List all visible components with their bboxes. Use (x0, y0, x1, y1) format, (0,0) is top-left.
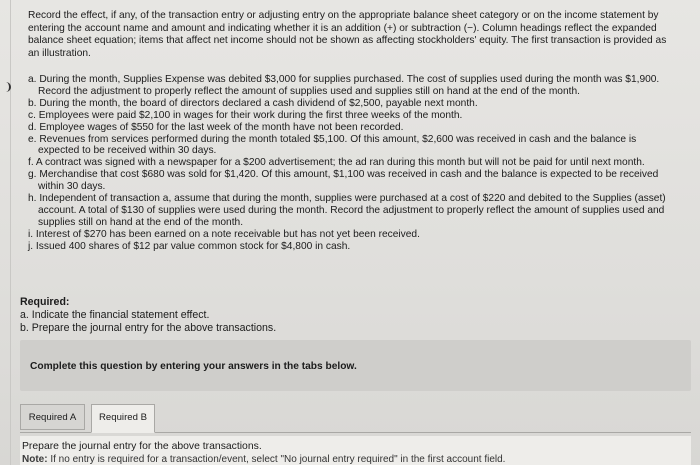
required-heading: Required: (20, 296, 70, 308)
banner-text: Complete this question by entering your answers in the tabs below. (30, 361, 357, 372)
transaction-item-a: a. During the month, Supplies Expense was debited $3,000 for supplies purchased. The cost of supplies used during the month was $1,900. Record the adjustment to properly reflect the amount of supplies used and supplies still on hand at the end of the month. (28, 74, 660, 97)
tab-required-b[interactable]: Required B (91, 404, 155, 433)
note-text: If no entry is required for a transaction/event, select "No journal entry required" in the first account field. (50, 454, 506, 464)
transaction-item-b: b. During the month, the board of directors declared a cash dividend of $2,500, payable next month. (28, 97, 478, 109)
required-section (20, 296, 660, 335)
note-label: Note: (22, 454, 48, 464)
transaction-item-e: e. Revenues from services performed during the month totaled $5,100. Of this amount, $2,600 was received in cash and the balance is expected to be received within 30 days. (28, 133, 637, 157)
required-item-b: b. Prepare the journal entry for the above transactions. (20, 322, 277, 334)
transaction-item-g: g. Merchandise that cost $680 was sold for $1,420. Of this amount, $1,100 was received in cash and the balance is expected to be received within 30 days. (28, 169, 659, 193)
transaction-item-c: c. Employees were paid $2,100 in wages for their work during the first three weeks of the month. (28, 109, 463, 121)
tab-note (22, 454, 505, 464)
tab-bar (20, 404, 691, 433)
bracket-icon (0, 82, 11, 92)
tab-content (20, 436, 691, 465)
transaction-item-h: h. Independent of transaction a, assume that during the month, supplies were purchased at a cost of $220 and debited to the Supplies (asset) account. A total of $130 of supplies were used during the month. Record the adjustment to properly reflect the amount of supplies used and supplies still on hand at the end of the month. (28, 193, 666, 228)
transaction-item-j: j. Issued 400 shares of $12 par value common stock for $4,800 in cash. (28, 240, 351, 252)
left-divider (10, 0, 11, 465)
required-item-a: a. Indicate the financial statement effect. (20, 309, 210, 321)
transaction-item-d: d. Employee wages of $550 for the last week of the month have not been recorded. (28, 121, 404, 133)
transaction-item-i: i. Interest of $270 has been earned on a note receivable but has not yet been received. (28, 228, 420, 240)
transaction-item-f: f. A contract was signed with a newspaper for a $200 advertisement; the ad ran during this month but will not be paid for until next month. (28, 157, 645, 169)
transaction-list (28, 74, 678, 253)
tab-instruction: Prepare the journal entry for the above transactions. (22, 441, 262, 452)
instructions-paragraph: Record the effect, if any, of the transaction entry or adjusting entry on the appropriate balance sheet category or on the income statement by entering the account name and amount and indicating whether it is an addition (+) or subtraction (−). Column headings reflect the expanded balance sheet equation; items that affect net income should not be shown as affecting stockholders' equity. The first transaction is provided as an illustration. (28, 10, 667, 59)
tab-required-a[interactable]: Required A (20, 404, 85, 430)
instruction-banner (20, 340, 691, 391)
